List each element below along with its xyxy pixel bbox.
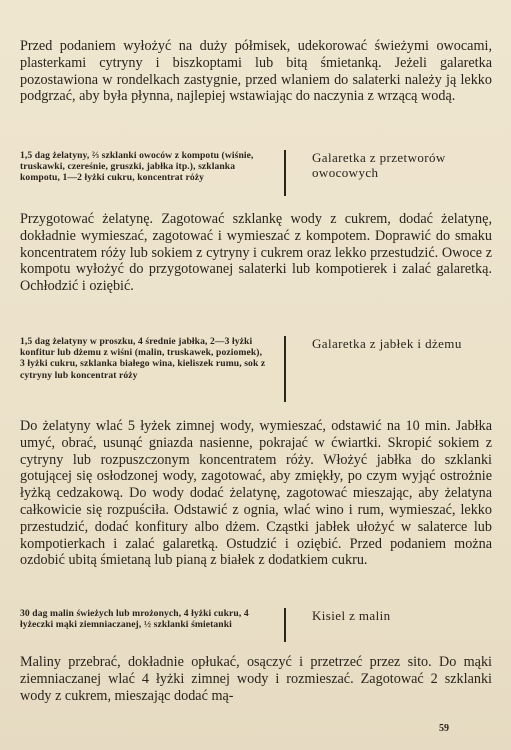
page-number: 59 <box>439 723 449 734</box>
intro-paragraph: Przed podaniem wyłożyć na duży półmisek, udekorować świeżymi owocami, plasterkami cytryny i biszkoptami lub bitą śmietanką. Jeżeli galaretka pozostawiona w rondelkach zastygnie, przed wlaniem do salaterki należy ją lekko podgrzać, aby była płynna, najlepiej wstawiając do naczynia z wrzącą wodą. <box>20 38 492 105</box>
recipe-3-ingredients: 30 dag malin świeżych lub mrożonych, 4 łyżki cukru, 4 łyżeczki mąki ziemniaczanej, ½ szklanki śmietanki <box>20 608 249 631</box>
recipe-1-title: Galaretka z przetworów owocowych <box>312 150 446 180</box>
recipe-1-ingredients: 1,5 dag żelatyny, ⅔ szklanki owoców z kompotu (wiśnie, truskawki, czereśnie, gruszki, jabłka itp.), szklanka kompotu, 1—2 łyżki cukru, koncentrat róży <box>20 150 254 184</box>
recipe-2-method: Do żelatyny wlać 5 łyżek zimnej wody, wymieszać, odstawić na 10 min. Jabłka umyć, obrać, usunąć gniazda nasienne, pokrajać w ćwiartki. Skropić sokiem z cytryny lub rozpuszczonym koncentratem róży. Włożyć jabłka do szklanki gotującej się osłodzonej wody, zagotować, aby zmiękły, po czym wyjąć ostrożnie łyżką cedzakową. Do wody dodać żelatynę, zagotować mieszając, aby żelatyna całkowicie się rozpuściła. Odstawić z ognia, wlać wino i rum, wymieszać, lekko przestudzić, dodać konfitury albo dżem. Cząstki jabłek ułożyć w salaterce lub kompotierkach i zalać galaretką. Ostudzić i oziębić. Przed podaniem można ozdobić ubitą śmietaną lub pianą z białek z dodatkiem cukru. <box>20 418 492 569</box>
recipe-3-divider <box>284 608 286 642</box>
recipe-2-divider <box>284 336 286 402</box>
recipe-1-divider <box>284 150 286 196</box>
recipe-3-title: Kisiel z malin <box>312 608 391 623</box>
recipe-2-title: Galaretka z jabłek i dżemu <box>312 336 462 351</box>
recipe-2-ingredients: 1,5 dag żelatyny w proszku, 4 średnie jabłka, 2—3 łyżki konfitur lub dżemu z wiśni (malin, truskawek, poziomek), 3 łyżki cukru, szklanka białego wina, kieliszek rumu, sok z cytryny lub koncentrat róży <box>20 336 266 381</box>
recipe-1-method: Przygotować żelatynę. Zagotować szklankę wody z cukrem, dodać żelatynę, dokładnie wymieszać, zagotować i wymieszać z kompotem. Doprawić do smaku koncentratem róży lub sokiem z cytryny i cukrem oraz lekko przestudzić. Owoce z kompotu wyłożyć do przygotowanej salaterki lub kompotierek i zalać galaretką. Ochłodzić i oziębić. <box>20 211 492 295</box>
recipe-3-method: Maliny przebrać, dokładnie opłukać, osączyć i przetrzeć przez sito. Do mąki ziemniaczanej wlać 4 łyżki zimnej wody i rozmieszać. Zagotować 2 szklanki wody z cukrem, mieszając dodać mą- <box>20 654 492 704</box>
